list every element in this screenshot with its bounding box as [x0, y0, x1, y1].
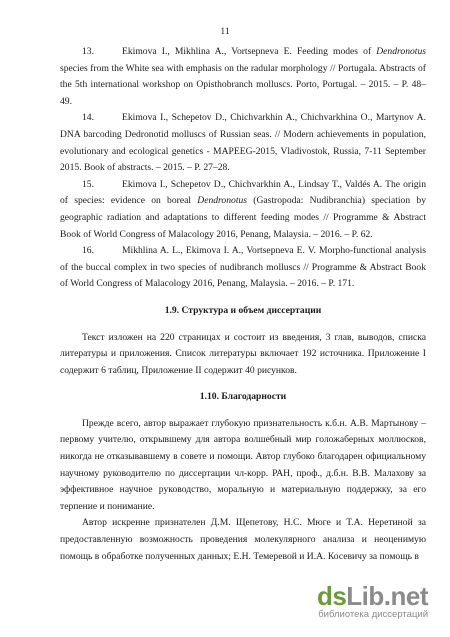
reference-text: Ekimova I., Mikhlina A., Vortsepneva E. Feeding modes of	[122, 46, 377, 57]
reference-item	[60, 177, 426, 243]
reference-number: 16.	[82, 245, 94, 257]
reference-item	[60, 44, 426, 110]
reference-item	[60, 243, 426, 293]
structure-paragraph: Текст изложен на 220 страницах и состоит из введения, 3 глав, выводов, списка литературы и приложения. Список литературы включает 192 источника. Приложение I содержит 6 таблиц, Приложение II содержит 40 рисунков.	[60, 331, 426, 376]
acknowledgements-paragraph-1: Прежде всего, автор выражает глубокую признательность к.б.н. А.В. Мартынову – первому учителю, открывшему для автора волшебный мир голожаберных моллюсков, никогда не отказывавшему в совете и помощи. Автор глубоко благодарен официальному научному руководителю по диссертации чл-корр. РАН, проф., д.б.н. В.В. Малахову за эффективное научное руководство, моральную и материальную поддержку, за его терпение и понимание.	[60, 417, 426, 512]
reference-item	[60, 110, 426, 176]
dslib-watermark	[317, 583, 428, 620]
reference-text: Ekimova I., Schepetov D., Chichvarkhin A., Chichvarkhina O., Martynov A. DNA barcoding Dedronotid molluscs of Russian seas. // Modern achievements in population, evolutionary and ecological genetics - MAPEEG-2015, Vladivostok, Russia, 7-11 September 2015. Book of abstracts. – 2015. – P. 27–28.	[60, 112, 426, 174]
reference-number: 14.	[82, 112, 94, 124]
acknowledgements-paragraph-2: Автор искренне признателен Д.М. Щепетову, Н.С. Мюге и Т.А. Неретиной за предоставленную возможность проведения молекулярного анализа и неоценимую помощь в обработке полученных данных; Е.Н. Темеревой и И.А. Косевичу за помощь в	[60, 517, 426, 562]
section-heading-acknowledgements: 1.10. Благодарности	[199, 391, 287, 403]
reference-text-continued: species from the White sea with emphasis on the radular morphology // Portugala. Abstracts of the 5th international workshop on Opisthobranch molluscs. Porto, Portugal. – 2015. – P. 48–49.	[60, 62, 426, 107]
reference-text: Ekimova I., Schepetov D., Chichvarkhin A., Lindsay T., Valdés A. The origin of species: evidence on boreal	[60, 178, 426, 207]
dslib-subtitle: библиотека диссертаций	[318, 609, 428, 620]
document-body	[60, 44, 426, 565]
dslib-logo: dsLib.net	[316, 581, 428, 611]
reference-genus: Dendronotus	[197, 195, 248, 207]
reference-list	[60, 44, 426, 293]
reference-text: Mikhlina A. L., Ekimova I. A., Vortsepneva E. V. Morpho-functional analysis of the buccal complex in two species of nudibranch molluscs // Programme & Abstract Book of World Congress of Malacology 2016, Penang, Malaysia. – 2016. – P. 171.	[60, 245, 426, 290]
reference-number: 15.	[82, 178, 94, 190]
page-number: 11	[220, 27, 230, 37]
section-heading-structure: 1.9. Структура и объем диссертации	[164, 304, 322, 316]
reference-number: 13.	[82, 46, 94, 57]
reference-text-continued: (Gastropoda: Nudibranchia) speciation by geographic radiation and adaptations to different feeding modes // Programme & Abstract Book of World Congress of Malacology 2016, Penang, Malaysia. – 2016. – P. 62.	[60, 195, 426, 240]
reference-genus: Dendronotus	[376, 46, 426, 57]
